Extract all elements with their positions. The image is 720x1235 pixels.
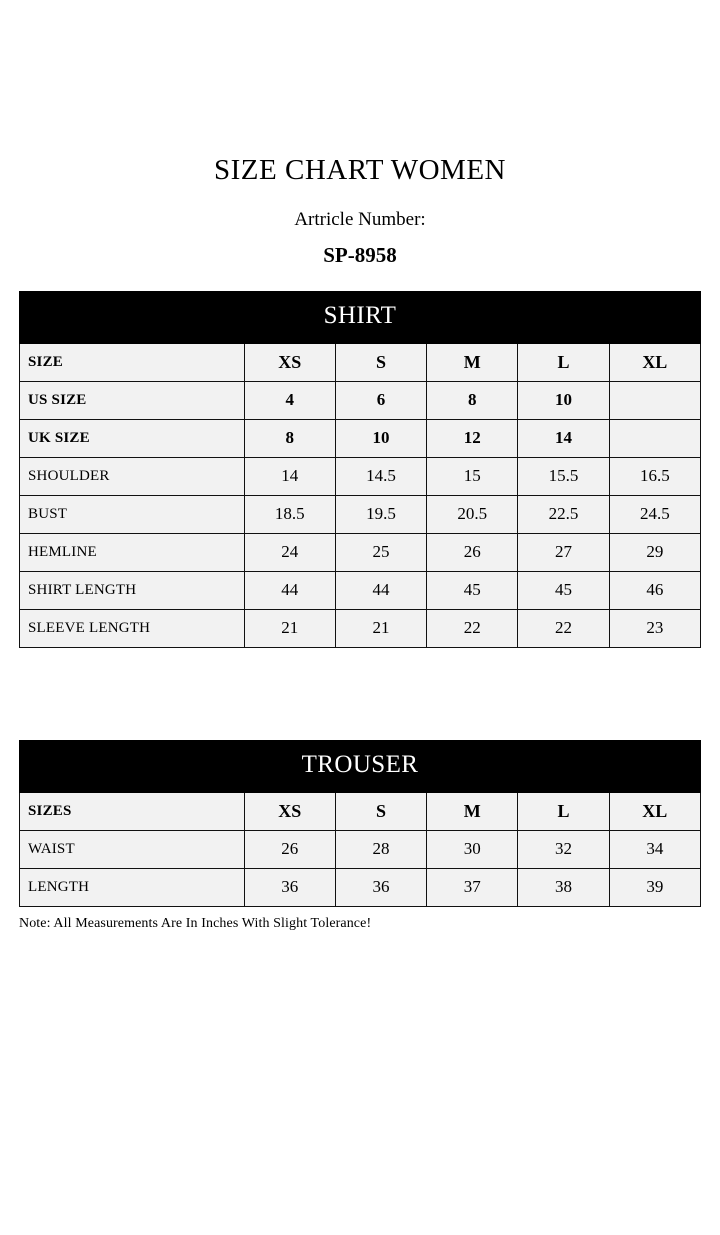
- row-label: WAIST: [20, 830, 245, 868]
- measurement-cell: 15: [427, 457, 518, 495]
- measurement-cell: 46: [609, 571, 700, 609]
- measurement-cell: 27: [518, 533, 609, 571]
- measurement-cell: 14: [518, 419, 609, 457]
- table-header-row: [20, 343, 701, 381]
- measurement-cell: 21: [335, 609, 426, 647]
- measurement-cell: 19.5: [335, 495, 426, 533]
- measurement-cell: 45: [518, 571, 609, 609]
- column-header-size: S: [335, 343, 426, 381]
- measurement-cell: 24.5: [609, 495, 700, 533]
- table-row: [20, 495, 701, 533]
- table-row: [20, 419, 701, 457]
- article-number-value: SP-8958: [323, 242, 397, 267]
- measurement-cell: 44: [335, 571, 426, 609]
- section-title: SHIRT: [20, 291, 701, 343]
- trouser-size-table: [19, 740, 701, 907]
- measurement-cell: 45: [427, 571, 518, 609]
- row-label: SHIRT LENGTH: [20, 571, 245, 609]
- measurement-cell: 38: [518, 868, 609, 906]
- measurement-cell: 34: [609, 830, 700, 868]
- measurement-cell: 36: [244, 868, 335, 906]
- measurement-cell: [609, 381, 700, 419]
- measurement-cell: 44: [244, 571, 335, 609]
- row-label: LENGTH: [20, 868, 245, 906]
- measurement-cell: 24: [244, 533, 335, 571]
- column-header-size: XS: [244, 792, 335, 830]
- page-title: SIZE CHART WOMEN: [214, 154, 506, 186]
- column-header-size: S: [335, 792, 426, 830]
- measurement-cell: 25: [335, 533, 426, 571]
- measurement-cell: 29: [609, 533, 700, 571]
- column-header-size: XL: [609, 343, 700, 381]
- table-row: [20, 609, 701, 647]
- measurement-note: Note: All Measurements Are In Inches With Slight Tolerance!: [19, 915, 372, 931]
- table-row: [20, 533, 701, 571]
- measurement-cell: 32: [518, 830, 609, 868]
- measurement-cell: 20.5: [427, 495, 518, 533]
- measurement-cell: 36: [335, 868, 426, 906]
- measurement-cell: 22: [427, 609, 518, 647]
- measurement-cell: 8: [427, 381, 518, 419]
- section-header-row: [20, 291, 701, 343]
- table-header-row: [20, 792, 701, 830]
- row-label: UK SIZE: [20, 419, 245, 457]
- row-label: BUST: [20, 495, 245, 533]
- column-header-size: M: [427, 343, 518, 381]
- shirt-size-table: [19, 291, 701, 648]
- measurement-cell: 4: [244, 381, 335, 419]
- column-header-size: L: [518, 343, 609, 381]
- table-spacer: [0, 648, 720, 740]
- column-header-size: L: [518, 792, 609, 830]
- column-header-size: M: [427, 792, 518, 830]
- row-label: SHOULDER: [20, 457, 245, 495]
- measurement-cell: 28: [335, 830, 426, 868]
- article-number-label: Artricle Number:: [294, 208, 426, 230]
- column-header-label: SIZE: [20, 343, 245, 381]
- measurement-cell: 15.5: [518, 457, 609, 495]
- column-header-label: SIZES: [20, 792, 245, 830]
- section-title: TROUSER: [20, 740, 701, 792]
- measurement-cell: 10: [335, 419, 426, 457]
- measurement-cell: 23: [609, 609, 700, 647]
- measurement-cell: 26: [427, 533, 518, 571]
- measurement-cell: 14.5: [335, 457, 426, 495]
- section-header-row: [20, 740, 701, 792]
- row-label: HEMLINE: [20, 533, 245, 571]
- row-label: US SIZE: [20, 381, 245, 419]
- measurement-cell: 37: [427, 868, 518, 906]
- table-row: [20, 457, 701, 495]
- measurement-cell: 26: [244, 830, 335, 868]
- column-header-size: XS: [244, 343, 335, 381]
- measurement-cell: 22: [518, 609, 609, 647]
- measurement-cell: 18.5: [244, 495, 335, 533]
- measurement-cell: [609, 419, 700, 457]
- measurement-cell: 21: [244, 609, 335, 647]
- column-header-size: XL: [609, 792, 700, 830]
- measurement-cell: 14: [244, 457, 335, 495]
- table-row: [20, 571, 701, 609]
- size-chart-document: [0, 155, 720, 1235]
- measurement-cell: 16.5: [609, 457, 700, 495]
- table-row: [20, 868, 701, 906]
- measurement-cell: 12: [427, 419, 518, 457]
- measurement-cell: 6: [335, 381, 426, 419]
- row-label: SLEEVE LENGTH: [20, 609, 245, 647]
- measurement-cell: 39: [609, 868, 700, 906]
- measurement-cell: 22.5: [518, 495, 609, 533]
- table-row: [20, 830, 701, 868]
- measurement-cell: 30: [427, 830, 518, 868]
- measurement-cell: 10: [518, 381, 609, 419]
- measurement-cell: 8: [244, 419, 335, 457]
- table-row: [20, 381, 701, 419]
